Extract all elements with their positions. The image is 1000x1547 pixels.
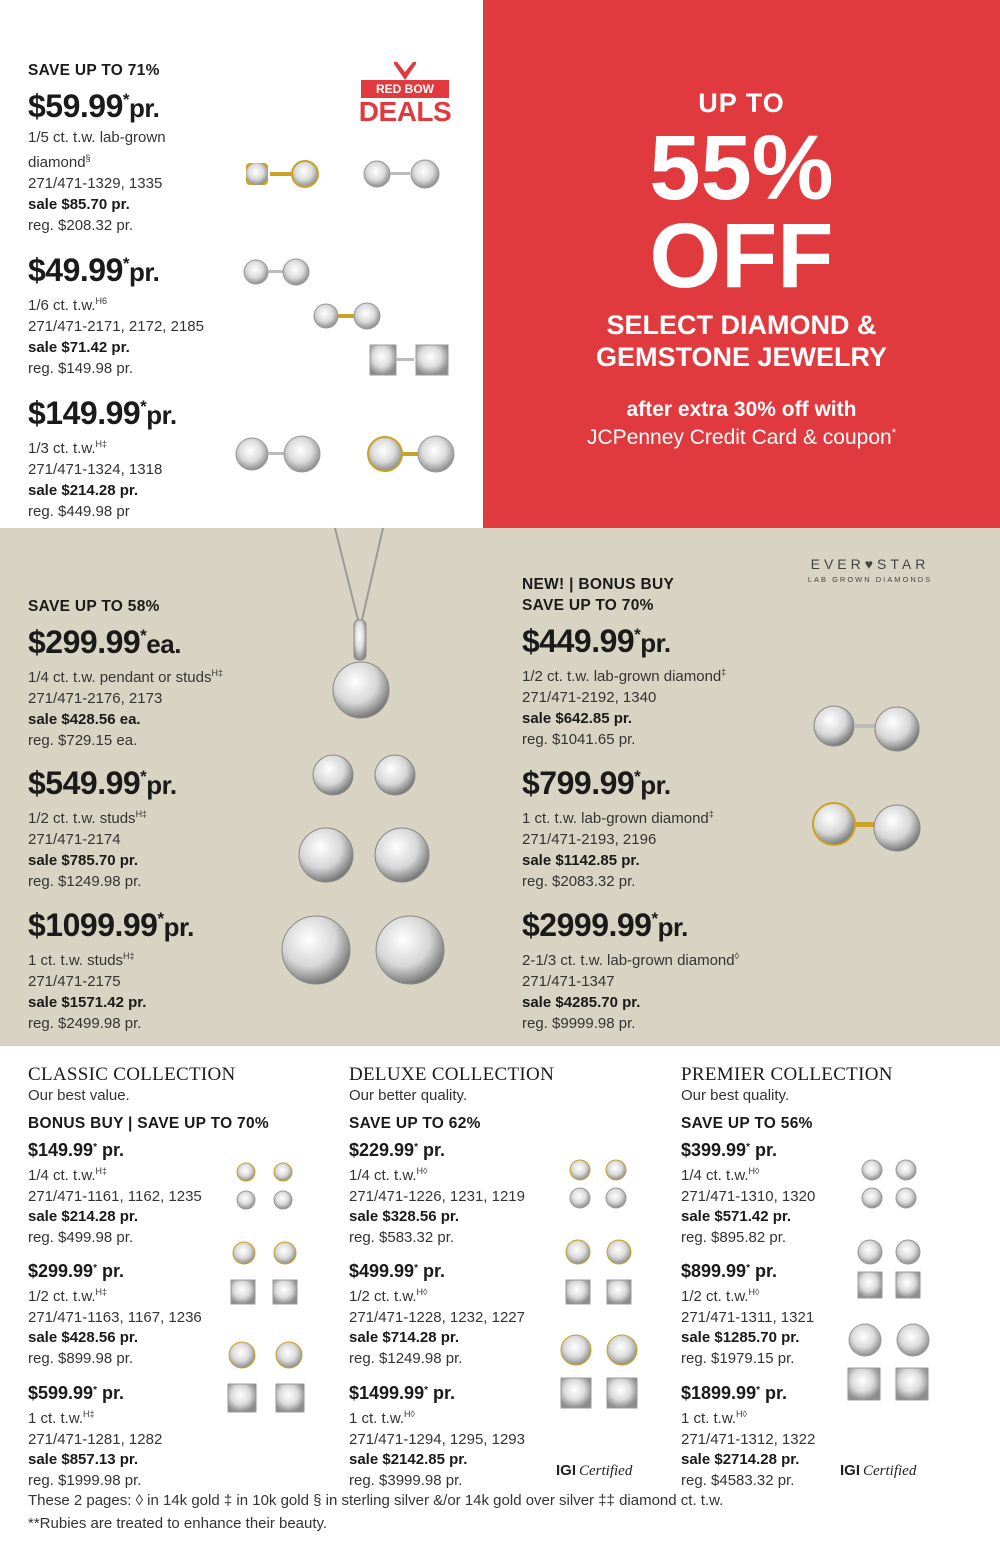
metal-mark: ‡	[708, 809, 714, 819]
regular-price: reg. $1249.98 pr.	[349, 1349, 463, 1367]
description-text: 1/4 ct. t.w.	[681, 1167, 749, 1184]
everstar-tagline: LAB GROWN DIAMONDS	[807, 575, 933, 584]
price-value: $799.99	[522, 765, 635, 801]
regular-price: reg. $208.32 pr.	[28, 217, 134, 234]
price-value: $49.99	[28, 252, 123, 288]
price-star: *	[746, 1263, 750, 1274]
certified-label: Certified	[579, 1463, 633, 1479]
price-value: $149.99	[28, 1140, 94, 1160]
price-unit: pr.	[146, 770, 177, 800]
item-number: 271/471-1226, 1231, 1219	[349, 1187, 525, 1205]
description-text: 1/3 ct. t.w.	[28, 440, 96, 457]
sale-price: sale $428.56 pr.	[28, 1329, 139, 1346]
regular-price: reg. $2083.32 pr.	[522, 873, 636, 890]
metal-mark: H◊	[416, 1166, 428, 1176]
stud-earring-icon	[244, 259, 309, 285]
price-unit: pr.	[640, 770, 671, 800]
collection-title: PREMIER COLLECTION	[681, 1064, 893, 1085]
promo-line-2: GEMSTONE JEWELRY	[595, 342, 888, 372]
metal-mark: H‡	[83, 1409, 95, 1419]
sale-price: sale $1571.42 pr.	[28, 994, 147, 1011]
metal-mark: H◊	[736, 1409, 747, 1419]
metal-mark: H‡	[123, 951, 135, 961]
description-text: 1 ct. t.w. studs	[28, 952, 124, 969]
price-unit: pr.	[129, 257, 160, 287]
collection-subtitle: Our best quality.	[681, 1087, 790, 1104]
save-kicker: SAVE UP TO 62%	[349, 1115, 481, 1132]
description-text: 1/2 ct. t.w.	[681, 1288, 749, 1305]
metal-mark: H◊	[748, 1287, 760, 1297]
stud-earring-icon	[561, 1335, 637, 1408]
description-2-text: diamond	[28, 154, 86, 171]
price-value: $449.99	[522, 623, 635, 659]
sale-price: sale $2714.28 pr.	[681, 1451, 800, 1468]
metal-mark: ◊	[734, 951, 740, 961]
price-value: $1499.99	[349, 1383, 425, 1403]
description-text: 1/4 ct. t.w.	[349, 1167, 417, 1184]
sale-price: sale $642.85 pr.	[522, 710, 633, 727]
sale-price: sale $1285.70 pr.	[681, 1329, 800, 1346]
collection-subtitle: Our better quality.	[349, 1087, 468, 1104]
item-number: 271/471-2174	[28, 831, 121, 848]
price-value: $399.99	[681, 1140, 747, 1160]
regular-price: reg. $899.98 pr.	[28, 1349, 134, 1367]
footnote-metals: These 2 pages: ◊ in 14k gold ‡ in 10k gold § in sterling silver &/or 14k gold over silver ‡‡ diamond ct. t.w.	[28, 1492, 724, 1509]
description-text: 1 ct. t.w.	[681, 1410, 737, 1427]
price-value: $299.99	[28, 624, 141, 660]
regular-price: reg. $4583.32 pr.	[681, 1471, 795, 1489]
description-text: 1/4 ct. t.w.	[28, 1167, 96, 1184]
price-star: *	[140, 767, 147, 786]
description-text: 1/2 ct. t.w. studs	[28, 810, 136, 827]
item-number: 271/471-2171, 2172, 2185	[28, 318, 204, 335]
item-number: 271/471-1310, 1320	[681, 1187, 816, 1205]
price-star: *	[157, 909, 164, 928]
price-value: $229.99	[349, 1140, 415, 1160]
sale-price: sale $785.70 pr.	[28, 852, 139, 869]
item-number: 271/471-1311, 1321	[681, 1308, 815, 1326]
price-unit: pr.	[765, 1383, 788, 1403]
everstar-brand: EVER♥STAR	[810, 556, 930, 572]
metal-mark: ‡	[721, 667, 727, 677]
description-text: 1 ct. t.w.	[28, 1410, 84, 1427]
stud-earring-icon	[848, 1324, 929, 1400]
item-number: 271/471-1228, 1232, 1227	[349, 1308, 525, 1326]
promo-line-1: SELECT DIAMOND &	[606, 310, 877, 340]
price-value: $1099.99	[28, 907, 158, 943]
metal-mark: H‡	[135, 809, 148, 819]
regular-price: reg. $1999.98 pr.	[28, 1471, 142, 1489]
item-number: 271/471-1294, 1295, 1293	[349, 1430, 525, 1448]
badge-ribbon: RED BOW	[361, 80, 449, 98]
price-value: $549.99	[28, 765, 141, 801]
stud-earring-icon	[299, 828, 429, 882]
price-star: *	[140, 626, 147, 645]
price-unit: pr.	[102, 1140, 125, 1160]
save-kicker: SAVE UP TO 58%	[28, 598, 160, 615]
description-text: 1/4 ct. t.w. pendant or studs	[28, 669, 212, 686]
regular-price: reg. $499.98 pr.	[28, 1228, 134, 1246]
stud-earring-icon	[368, 436, 454, 472]
sale-price: sale $71.42 pr.	[28, 339, 130, 356]
description-text: 1/2 ct. t.w.	[349, 1288, 417, 1305]
price-star: *	[93, 1385, 97, 1396]
igi-logo: IGI	[556, 1462, 577, 1479]
item-number: 271/471-1281, 1282	[28, 1430, 163, 1448]
price-unit: ea.	[146, 629, 181, 659]
price-star: *	[122, 90, 129, 109]
regular-price: reg. $9999.98 pr.	[522, 1015, 636, 1032]
stud-earring-icon	[246, 161, 318, 187]
footnote-rubies: **Rubies are treated to enhance their beauty.	[28, 1515, 328, 1532]
price-unit: pr.	[102, 1261, 125, 1281]
metal-mark: H◊	[416, 1287, 428, 1297]
description-text: 2-1/3 ct. t.w. lab-grown diamond	[522, 952, 735, 969]
promo-fine-1: after extra 30% off with	[626, 398, 857, 421]
stud-earring-icon	[231, 1242, 297, 1304]
price-star: *	[140, 397, 147, 416]
price-value: $899.99	[681, 1261, 747, 1281]
sale-price: sale $214.28 pr.	[28, 482, 139, 499]
regular-price: reg. $149.98 pr.	[28, 360, 134, 377]
stud-earring-icon	[858, 1240, 920, 1298]
description-text: 1/2 ct. t.w.	[28, 1288, 96, 1305]
price-unit: pr.	[657, 912, 688, 942]
regular-price: reg. $729.15 ea.	[28, 732, 138, 749]
price-unit: pr.	[423, 1140, 446, 1160]
price-unit: pr.	[102, 1383, 125, 1403]
price-value: $2999.99	[522, 907, 652, 943]
metal-mark: H‡	[95, 1287, 108, 1297]
new-bonus-kicker: NEW! | BONUS BUY	[522, 576, 675, 593]
stud-earring-icon	[814, 706, 919, 751]
price-value: $1899.99	[681, 1383, 757, 1403]
promo-fine-2-mark: *	[891, 427, 896, 439]
price-unit: pr.	[755, 1140, 778, 1160]
description-text: 1 ct. t.w.	[349, 1410, 405, 1427]
item-number: 271/471-2176, 2173	[28, 690, 163, 707]
item-number: 271/471-2192, 1340	[522, 689, 657, 706]
metal-mark: H◊	[404, 1409, 415, 1419]
sale-price: sale $2142.85 pr.	[349, 1451, 468, 1468]
sale-price: sale $1142.85 pr.	[522, 852, 640, 869]
metal-mark: H‡	[95, 1166, 108, 1176]
promo-percent: 55%	[649, 117, 834, 219]
stud-earring-icon	[364, 160, 439, 188]
price-star: *	[651, 909, 658, 928]
sale-price: sale $428.56 ea.	[28, 711, 141, 728]
item-number: 271/471-2193, 2196	[522, 831, 657, 848]
price-star: *	[634, 625, 641, 644]
sale-price: sale $571.42 pr.	[681, 1208, 792, 1225]
save-kicker: SAVE UP TO 56%	[681, 1115, 813, 1132]
metal-mark: H‡	[211, 668, 223, 678]
stud-earring-icon	[813, 803, 920, 851]
price-star: *	[122, 254, 129, 273]
item-number: 271/471-1161, 1162, 1235	[28, 1187, 202, 1205]
item-number: 271/471-1329, 1335	[28, 175, 163, 192]
stud-earring-icon	[282, 916, 444, 984]
stud-earring-icon	[313, 755, 415, 795]
stud-earring-icon	[236, 436, 320, 472]
promo-off: OFF	[649, 205, 834, 307]
price-value: $59.99	[28, 88, 123, 124]
igi-logo: IGI	[840, 1462, 861, 1479]
metal-mark: H6	[95, 296, 108, 306]
description-text: 1/2 ct. t.w. lab-grown diamond	[522, 668, 722, 685]
price-star: *	[93, 1142, 97, 1153]
price-unit: pr.	[163, 912, 194, 942]
regular-price: reg. $1041.65 pr.	[522, 731, 636, 748]
regular-price: reg. $1249.98 pr.	[28, 873, 142, 890]
stud-earring-icon	[566, 1240, 631, 1304]
stud-earring-icon	[862, 1160, 916, 1208]
collection-subtitle: Our best value.	[28, 1087, 130, 1104]
description-text: 1/6 ct. t.w.	[28, 297, 96, 314]
sale-price: sale $857.13 pr.	[28, 1451, 139, 1468]
price-unit: pr.	[433, 1383, 456, 1403]
save-kicker: SAVE UP TO 70%	[522, 597, 654, 614]
save-kicker: SAVE UP TO 71%	[28, 62, 160, 79]
price-star: *	[414, 1142, 418, 1153]
price-unit: pr.	[423, 1261, 446, 1281]
regular-price: reg. $2499.98 pr.	[28, 1015, 142, 1032]
description-text: 1 ct. t.w. lab-grown diamond	[522, 810, 709, 827]
metal-mark: §	[85, 153, 91, 163]
collection-title: CLASSIC COLLECTION	[28, 1064, 236, 1085]
price-value: $149.99	[28, 395, 141, 431]
metal-mark: H◊	[748, 1166, 760, 1176]
price-value: $599.99	[28, 1383, 94, 1403]
item-number: 271/471-1347	[522, 973, 615, 990]
price-star: *	[414, 1263, 418, 1274]
item-number: 271/471-1163, 1167, 1236	[28, 1308, 202, 1326]
price-unit: pr.	[129, 93, 160, 123]
price-star: *	[756, 1385, 760, 1396]
price-unit: pr.	[146, 400, 177, 430]
collection-title: DELUXE COLLECTION	[349, 1064, 555, 1085]
metal-mark: H‡	[95, 439, 108, 449]
price-unit: pr.	[640, 628, 671, 658]
sale-price: sale $328.56 pr.	[349, 1208, 460, 1225]
regular-price: reg. $1979.15 pr.	[681, 1349, 795, 1367]
item-number: 271/471-1324, 1318	[28, 461, 163, 478]
price-value: $299.99	[28, 1261, 94, 1281]
sale-price: sale $214.28 pr.	[28, 1208, 139, 1225]
regular-price: reg. $583.32 pr.	[349, 1228, 455, 1246]
stud-earring-icon	[570, 1160, 626, 1208]
regular-price: reg. $449.98 pr	[28, 503, 130, 520]
description: 1/5 ct. t.w. lab-grown	[28, 129, 166, 146]
price-value: $499.99	[349, 1261, 415, 1281]
price-star: *	[424, 1385, 428, 1396]
certified-label: Certified	[863, 1463, 917, 1479]
sale-price: sale $4285.70 pr.	[522, 994, 641, 1011]
stud-earring-icon	[370, 345, 448, 375]
price-star: *	[634, 767, 641, 786]
price-star: *	[93, 1263, 97, 1274]
regular-price: reg. $3999.98 pr.	[349, 1471, 463, 1489]
sale-price: sale $85.70 pr.	[28, 196, 130, 213]
price-unit: pr.	[755, 1261, 778, 1281]
price-star: *	[746, 1142, 750, 1153]
badge-deals: DEALS	[358, 96, 452, 127]
sale-price: sale $714.28 pr.	[349, 1329, 460, 1346]
regular-price: reg. $895.82 pr.	[681, 1228, 787, 1246]
stud-earring-icon	[228, 1342, 304, 1412]
promo-fine-2-text: JCPenney Credit Card & coupon	[587, 426, 892, 449]
stud-earring-icon	[237, 1163, 292, 1209]
item-number: 271/471-2175	[28, 973, 121, 990]
promo-up-to: UP TO	[698, 88, 785, 118]
stud-earring-icon	[314, 303, 380, 329]
save-kicker: BONUS BUY | SAVE UP TO 70%	[28, 1115, 269, 1132]
pendant-icon	[333, 528, 389, 718]
item-number: 271/471-1312, 1322	[681, 1430, 816, 1448]
